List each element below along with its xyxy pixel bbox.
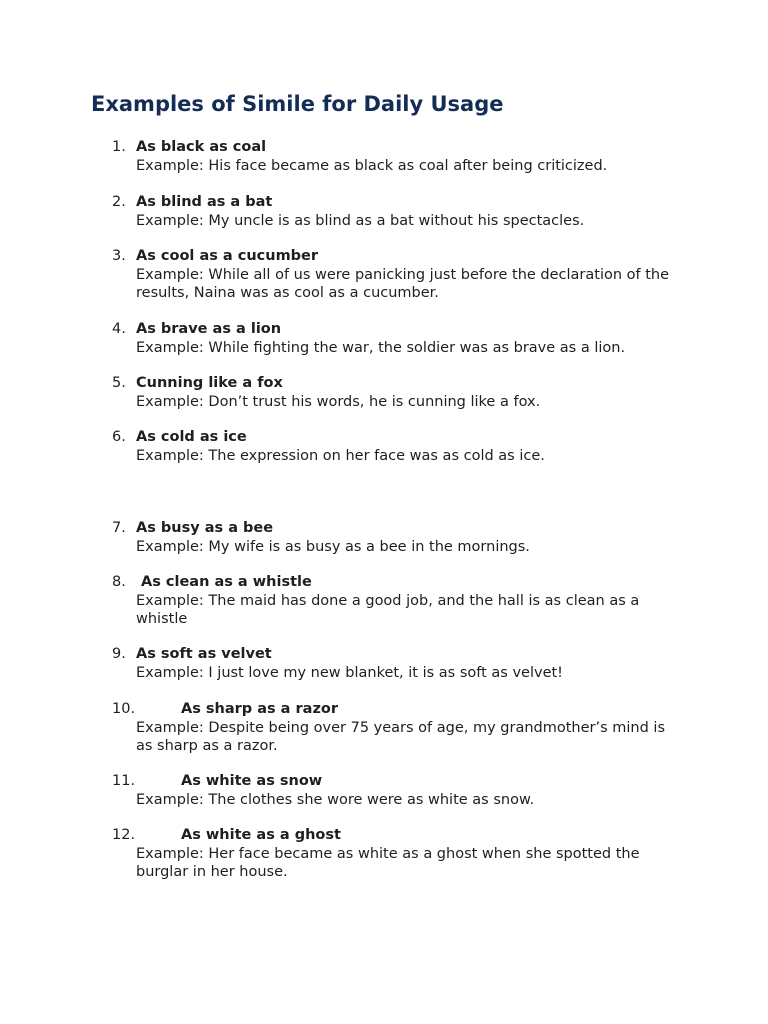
simile-term: As cool as a cucumber — [136, 248, 319, 264]
simile-example: Example: The maid has done a good job, and the hall is as clean as a whistle — [136, 592, 640, 627]
simile-example: Example: I just love my new blanket, it is as soft as velvet! — [136, 664, 563, 681]
item-number: 9. — [112, 646, 126, 662]
item-number: 3. — [112, 248, 126, 264]
simile-example: Example: Despite being over 75 years of age, my grandmother’s mind is as sharp as a razor. — [136, 719, 666, 754]
simile-term: As soft as velvet — [136, 646, 272, 662]
item-number: 4. — [112, 321, 126, 337]
simile-term: As sharp as a razor — [181, 701, 339, 717]
item-number: 12. — [112, 827, 136, 843]
simile-example: Example: While fighting the war, the soldier was as brave as a lion. — [136, 339, 626, 356]
page-title: Examples of Simile for Daily Usage — [91, 92, 504, 116]
simile-term: As clean as a whistle — [141, 574, 312, 590]
simile-example: Example: Her face became as white as a ghost when she spotted the burglar in her house. — [136, 845, 640, 880]
item-number: 7. — [112, 520, 126, 536]
simile-example: Example: My wife is as busy as a bee in the mornings. — [136, 538, 530, 555]
item-number: 5. — [112, 375, 126, 391]
simile-example: Example: While all of us were panicking just before the declaration of the results, Naina was as cool as a cucumber. — [136, 266, 670, 301]
simile-example: Example: My uncle is as blind as a bat without his spectacles. — [136, 212, 585, 229]
simile-term: As white as snow — [181, 773, 323, 789]
item-number: 2. — [112, 194, 126, 210]
item-number: 1. — [112, 139, 126, 155]
simile-term: Cunning like a fox — [136, 375, 283, 391]
simile-term: As blind as a bat — [136, 194, 273, 210]
item-number: 11. — [112, 773, 136, 789]
item-number: 6. — [112, 429, 126, 445]
item-number: 8. — [112, 574, 126, 590]
simile-term: As cold as ice — [136, 429, 247, 445]
simile-example: Example: The expression on her face was as cold as ice. — [136, 447, 545, 464]
simile-example: Example: The clothes she wore were as white as snow. — [136, 791, 535, 808]
simile-term: As busy as a bee — [136, 520, 274, 536]
simile-example: Example: His face became as black as coal after being criticized. — [136, 157, 608, 174]
simile-term: As white as a ghost — [181, 827, 341, 843]
simile-term: As brave as a lion — [136, 321, 282, 337]
simile-term: As black as coal — [136, 139, 267, 155]
item-number: 10. — [112, 701, 136, 717]
simile-example: Example: Don’t trust his words, he is cunning like a fox. — [136, 393, 541, 410]
